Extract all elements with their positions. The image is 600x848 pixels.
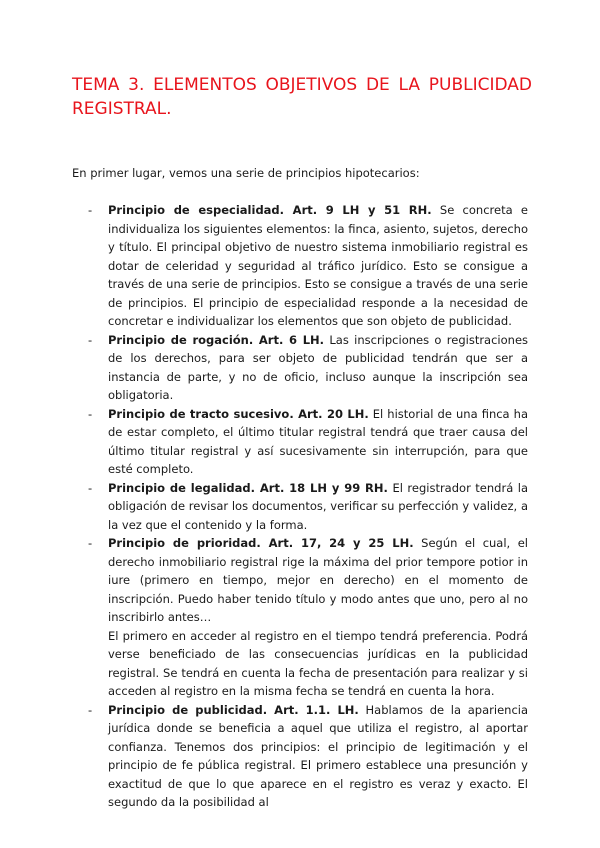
principle-heading: Principio de prioridad. Art. 17, 24 y 25 LH. — [108, 536, 414, 550]
list-item-especialidad — [88, 201, 528, 331]
principle-paragraph — [108, 201, 528, 331]
bullet-marker: - — [88, 406, 93, 421]
list-item-tracto-sucesivo — [88, 405, 528, 479]
principle-heading: Principio de tracto sucesivo. Art. 20 LH. — [108, 406, 369, 421]
bullet-marker: - — [88, 332, 93, 347]
principle-extra-paragraph: El primero en acceder al registro en el tiempo tendrá preferencia. Podrá verse beneficiado de las consecuencias jurídicas en la publicidad registral. Se tendrá en cuenta la fecha de presentación para realizar y si acceden al registro en la misma fecha se tendrá en cuenta la hora. — [108, 628, 528, 698]
principle-paragraph — [108, 331, 528, 405]
principle-paragraph — [108, 405, 528, 479]
principle-body: Según el cual, el derecho inmobiliario registral rige la máxima del prior tempore potior in iure (primero en tiempo, mejor en derecho) en el momento de inscripción. Puedo haber tenido título y modo antes que uno, pero al no inscribirlo antes… — [108, 536, 528, 624]
list-item-publicidad — [88, 701, 528, 812]
principles-list — [88, 201, 528, 812]
principle-heading: Principio de legalidad. Art. 18 LH y 99 RH. — [108, 480, 388, 495]
principle-body: El registrador tendrá la obligación de revisar los documentos, verificar su perfección y validez, a la vez que el contenido y la forma. — [108, 480, 529, 532]
principle-heading: Principio de especialidad. Art. 9 LH y 51 RH. — [108, 203, 432, 217]
principle-paragraph — [108, 479, 528, 535]
intro-paragraph: En primer lugar, vemos una serie de principios hipotecarios: — [72, 166, 420, 180]
principle-heading: Principio de rogación. Art. 6 LH. — [108, 332, 325, 347]
principle-paragraph — [108, 701, 528, 812]
list-item-legalidad — [88, 479, 528, 535]
principle-body: El historial de una finca ha de estar completo, el último titular registral tendrá que traer causa del último titular registral y así sucesivamente sin interrupción, para que esté completo. — [108, 406, 528, 476]
bullet-marker: - — [88, 203, 93, 217]
principle-heading: Principio de publicidad. Art. 1.1. LH. — [108, 702, 359, 717]
bullet-marker: - — [88, 702, 93, 717]
bullet-marker: - — [88, 480, 93, 495]
page-title: TEMA 3. ELEMENTOS OBJETIVOS DE LA PUBLICIDAD REGISTRAL. — [72, 75, 532, 119]
principle-paragraph — [108, 534, 528, 627]
principle-body: Se concreta e individualiza los siguientes elementos: la finca, asiento, sujetos, derecho y título. El principal objetivo de nuestro sistema inmobiliario registral es dotar de celeridad y seguridad al tráfico jurídico. Esto se consigue a través de una serie de principios. Esto se consigue a través de una serie de principios. El principio de especialidad responde a la necesidad de concretar e individualizar los elementos que son objeto de publicidad. — [108, 203, 528, 328]
list-item-prioridad — [88, 534, 528, 701]
principle-body: Las inscripciones o registraciones de los derechos, para ser objeto de publicidad tendrán que ser a instancia de parte, y no de oficio, incluso aunque la inscripción sea obligatoria. — [108, 332, 529, 402]
principle-body: Hablamos de la apariencia jurídica donde se beneficia a aquel que utiliza el registro, al aportar confianza. Tenemos dos principios: el principio de legitimación y el principio de fe pública registral. El primero establece una presunción y exactitud de que lo que aparece en el registro es veraz y exacto. El segundo da la posibilidad al — [108, 702, 529, 809]
list-item-rogacion — [88, 331, 528, 405]
bullet-marker: - — [88, 536, 93, 550]
